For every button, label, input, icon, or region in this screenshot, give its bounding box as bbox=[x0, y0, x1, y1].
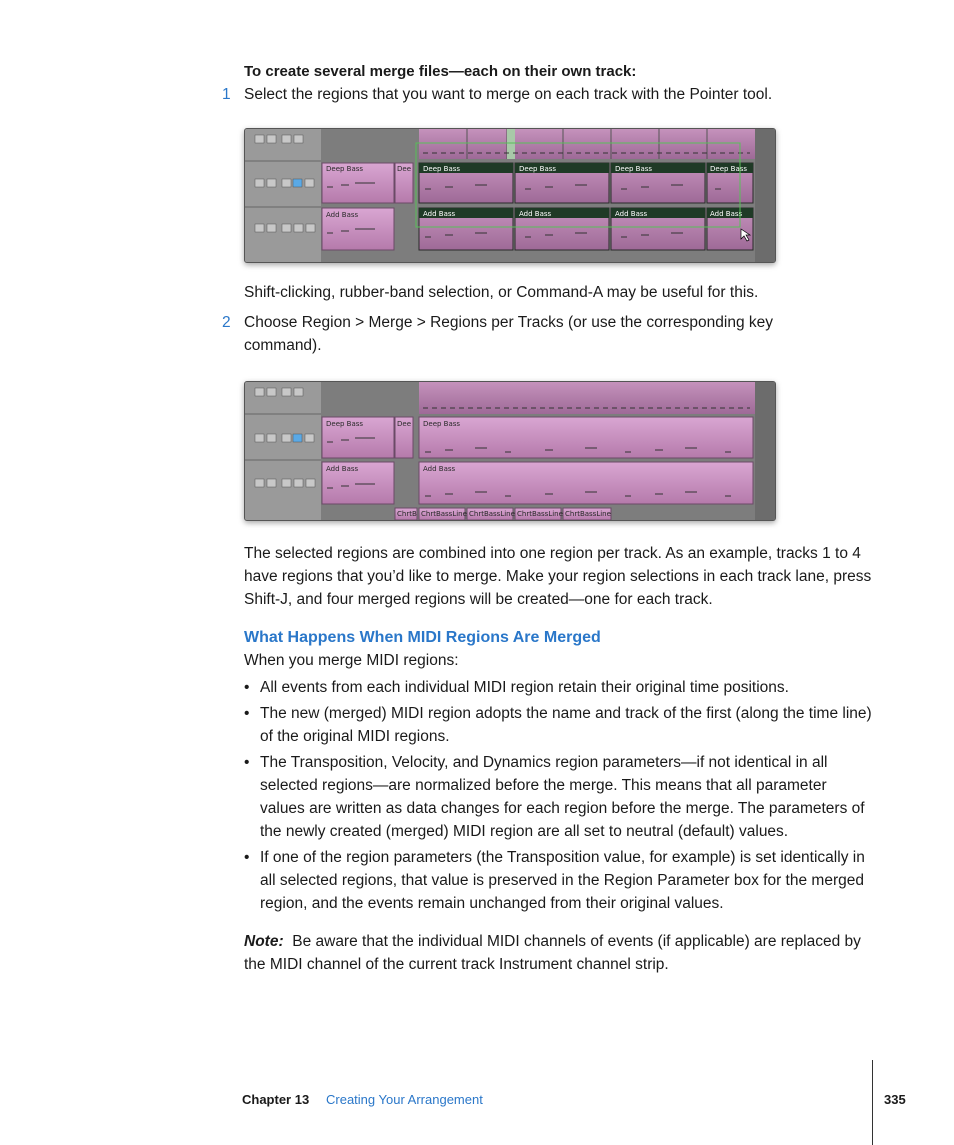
bottom-region-label-4: ChrtBassLine bbox=[565, 510, 611, 518]
page-number: 335 bbox=[884, 1092, 906, 1107]
merge-behavior-list bbox=[244, 676, 874, 918]
bottom-region-label-0: ChrtB bbox=[397, 510, 417, 518]
list-item: • If one of the region parameters (the Transposition value, for example) is set identically in all selected regions, that value is preserved in the Region Parameter box for the merged region, and the events remain unchanged from their original values. bbox=[244, 846, 874, 915]
step-2-text: Choose Region > Merge > Regions per Tracks (or use the corresponding key command). bbox=[244, 314, 774, 354]
region-label-deep-bass-short: Dee bbox=[397, 420, 412, 428]
section-title: What Happens When MIDI Regions Are Merged bbox=[244, 629, 601, 646]
region-label-deep-bass-left: Deep Bass bbox=[326, 165, 364, 173]
shift-click-note: Shift-clicking, rubber-band selection, or Command-A may be useful for this. bbox=[244, 284, 759, 301]
bottom-region-label-2: ChrtBassLine bbox=[469, 510, 515, 518]
region-label-add-bass-3: Add Bass bbox=[615, 210, 648, 218]
note-label: Note: bbox=[244, 933, 284, 950]
region-label-add-bass-left: Add Bass bbox=[326, 211, 359, 219]
step-1-text: Select the regions that you want to merge on each track with the Pointer tool. bbox=[244, 86, 773, 103]
arrange-window-after bbox=[245, 382, 775, 520]
bottom-region-label-3: ChrtBassLine bbox=[517, 510, 563, 518]
selected-regions-row-1 bbox=[419, 163, 753, 203]
region-label-add-bass-2: Add Bass bbox=[519, 210, 552, 218]
selected-regions-row-2 bbox=[419, 208, 753, 250]
list-item: • The Transposition, Velocity, and Dynamics region parameters—if not identical in all selected regions—are normalized before the merge. This means that all parameter values are written as data changes for each region before the merge. The parameters of the newly created (merged) MIDI region are all set to neutral (default) values. bbox=[244, 751, 874, 843]
arrange-window-before bbox=[245, 129, 775, 262]
region-label-add-bass-left: Add Bass bbox=[326, 465, 359, 473]
list-item: • All events from each individual MIDI region retain their original time positions. bbox=[244, 676, 874, 699]
note-text: Be aware that the individual MIDI channels of events (if applicable) are replaced by the MIDI channel of the current track Instrument channel strip. bbox=[244, 933, 861, 973]
region-label-deep-bass-3: Deep Bass bbox=[615, 165, 653, 173]
step-2-number: 2 bbox=[222, 314, 231, 331]
screenshot-after-merge bbox=[244, 381, 776, 521]
procedure-heading: To create several merge files—each on their own track: bbox=[244, 63, 637, 80]
region-label-add-bass-merged: Add Bass bbox=[423, 465, 456, 473]
list-item: • The new (merged) MIDI region adopts the name and track of the first (along the time line) of the original MIDI regions. bbox=[244, 702, 874, 748]
section-intro: When you merge MIDI regions: bbox=[244, 652, 459, 669]
step-1-number: 1 bbox=[222, 86, 231, 103]
footer-chapter-title[interactable]: Creating Your Arrangement bbox=[326, 1092, 483, 1107]
region-label-add-bass-1: Add Bass bbox=[423, 210, 456, 218]
merged-region-deep-bass bbox=[419, 417, 753, 458]
region-label-deep-bass-short: Dee bbox=[397, 165, 412, 173]
bottom-track-regions bbox=[395, 508, 611, 520]
footer-divider bbox=[872, 1060, 873, 1145]
region-label-deep-bass-1: Deep Bass bbox=[423, 165, 461, 173]
region-label-add-bass-4: Add Bass bbox=[710, 210, 743, 218]
bottom-region-label-1: ChrtBassLine bbox=[421, 510, 467, 518]
result-paragraph: The selected regions are combined into one region per track. As an example, tracks 1 to 4 have regions that you’d like to merge. Make your region selections in each track lane, press Shift-J, and four merged regions will be created—one for each track. bbox=[244, 545, 872, 608]
region-label-deep-bass-merged: Deep Bass bbox=[423, 420, 461, 428]
region-label-deep-bass-2: Deep Bass bbox=[519, 165, 557, 173]
screenshot-before-merge bbox=[244, 128, 776, 263]
region-label-deep-bass-left: Deep Bass bbox=[326, 420, 364, 428]
region-label-deep-bass-4: Deep Bass bbox=[710, 165, 748, 173]
note-paragraph bbox=[244, 930, 874, 976]
footer-chapter: Chapter 13 bbox=[242, 1092, 310, 1107]
merged-region-add-bass bbox=[419, 462, 753, 504]
